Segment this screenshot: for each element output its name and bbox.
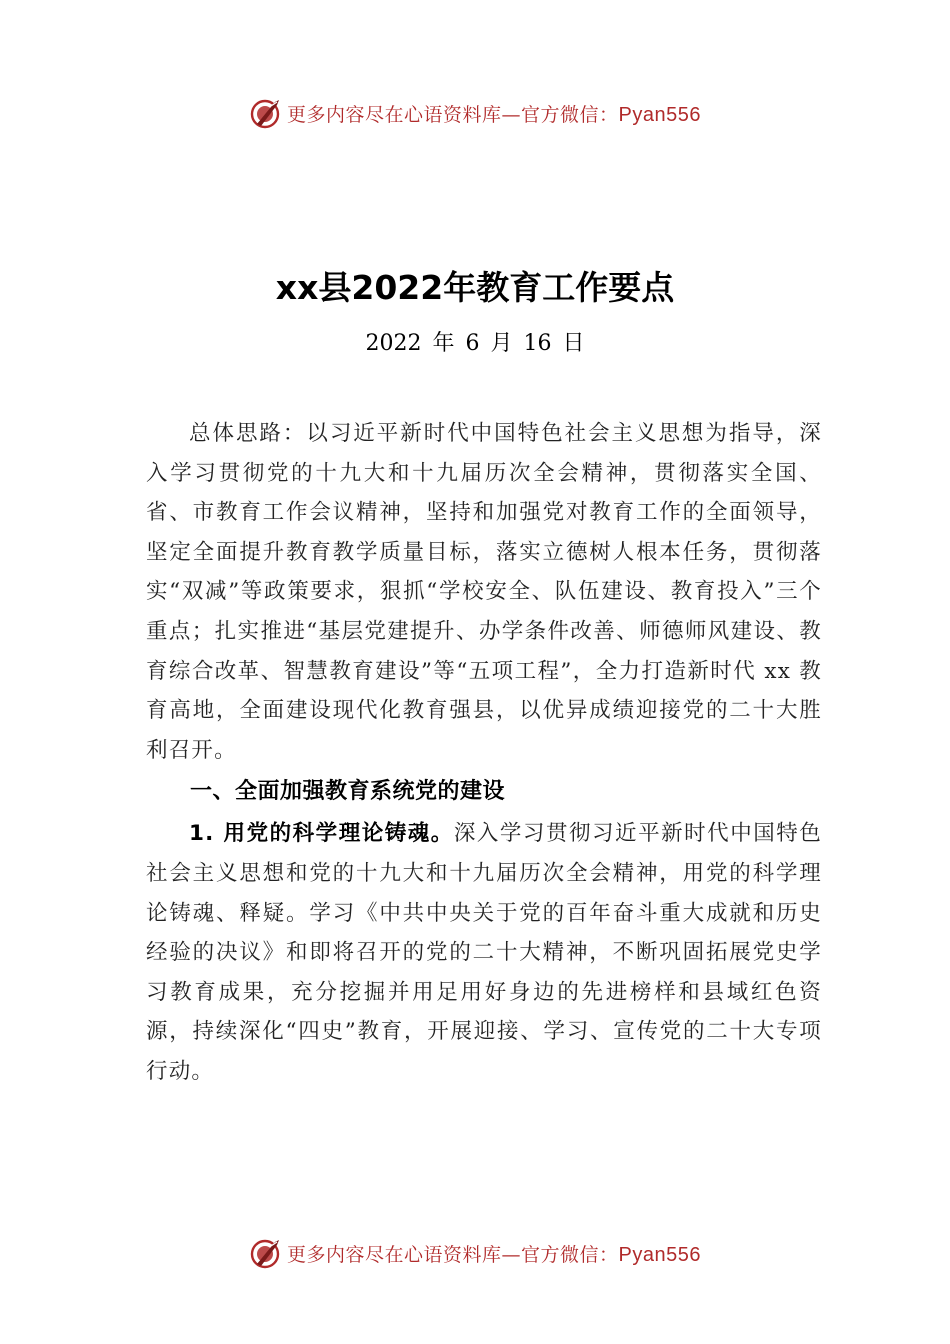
intro-paragraph: 总体思路：以习近平新时代中国特色社会主义思想为指导，深入学习贯彻党的十九大和十九届历次全会精神，贯彻落实全国、省、市教育工作会议精神，坚持和加强党对教育工作的全面领导，坚定全面提升教育教学质量目标，落实立德树人根本任务，贯彻落实“双减”等政策要求，狠抓“学校安全、队伍建设、教育投入”三个重点；扎实推进“基层党建提升、办学条件改善、师德师风建设、教育综合改革、智慧教育建设”等“五项工程”，全力打造新时代 xx 教育高地，全面建设现代化教育强县，以优异成绩迎接党的二十大胜利召开。 <box>146 421 822 763</box>
wechat-id: Pyan556 <box>618 1243 701 1266</box>
banner-text: 更多内容尽在心语资料库—官方微信：Pyan556 <box>287 1243 701 1266</box>
banner-text: 更多内容尽在心语资料库—官方微信：Pyan556 <box>287 103 701 126</box>
document-date: 2022 年 6 月 16 日 <box>365 331 585 356</box>
header-watermark-banner <box>0 93 950 133</box>
document-body <box>146 414 822 1092</box>
wechat-id: Pyan556 <box>618 103 701 126</box>
item-paragraph <box>146 814 822 1091</box>
section-heading: 一、全面加强教育系统党的建设 <box>190 779 506 805</box>
document-title: xx县2022年教育工作要点 <box>275 268 675 307</box>
item-body: 深入学习贯彻习近平新时代中国特色社会主义思想和党的十九大和十九届历次全会精神，用党的科学理论铸魂、释疑。学习《中共中央关于党的百年奋斗重大成就和历史经验的决议》和即将召开的党的二十大精神，不断巩固拓展党史学习教育成果，充分挖掘并用足用好身边的先进榜样和县域红色资源，持续深化“四史”教育，开展迎接、学习、宣传党的二十大专项行动。 <box>146 821 822 1084</box>
quill-circle-logo-icon <box>249 96 283 130</box>
quill-circle-logo-icon <box>249 1236 283 1270</box>
item-lead: 1. 用党的科学理论铸魂。 <box>189 821 454 847</box>
footer-watermark-banner <box>0 1233 950 1273</box>
